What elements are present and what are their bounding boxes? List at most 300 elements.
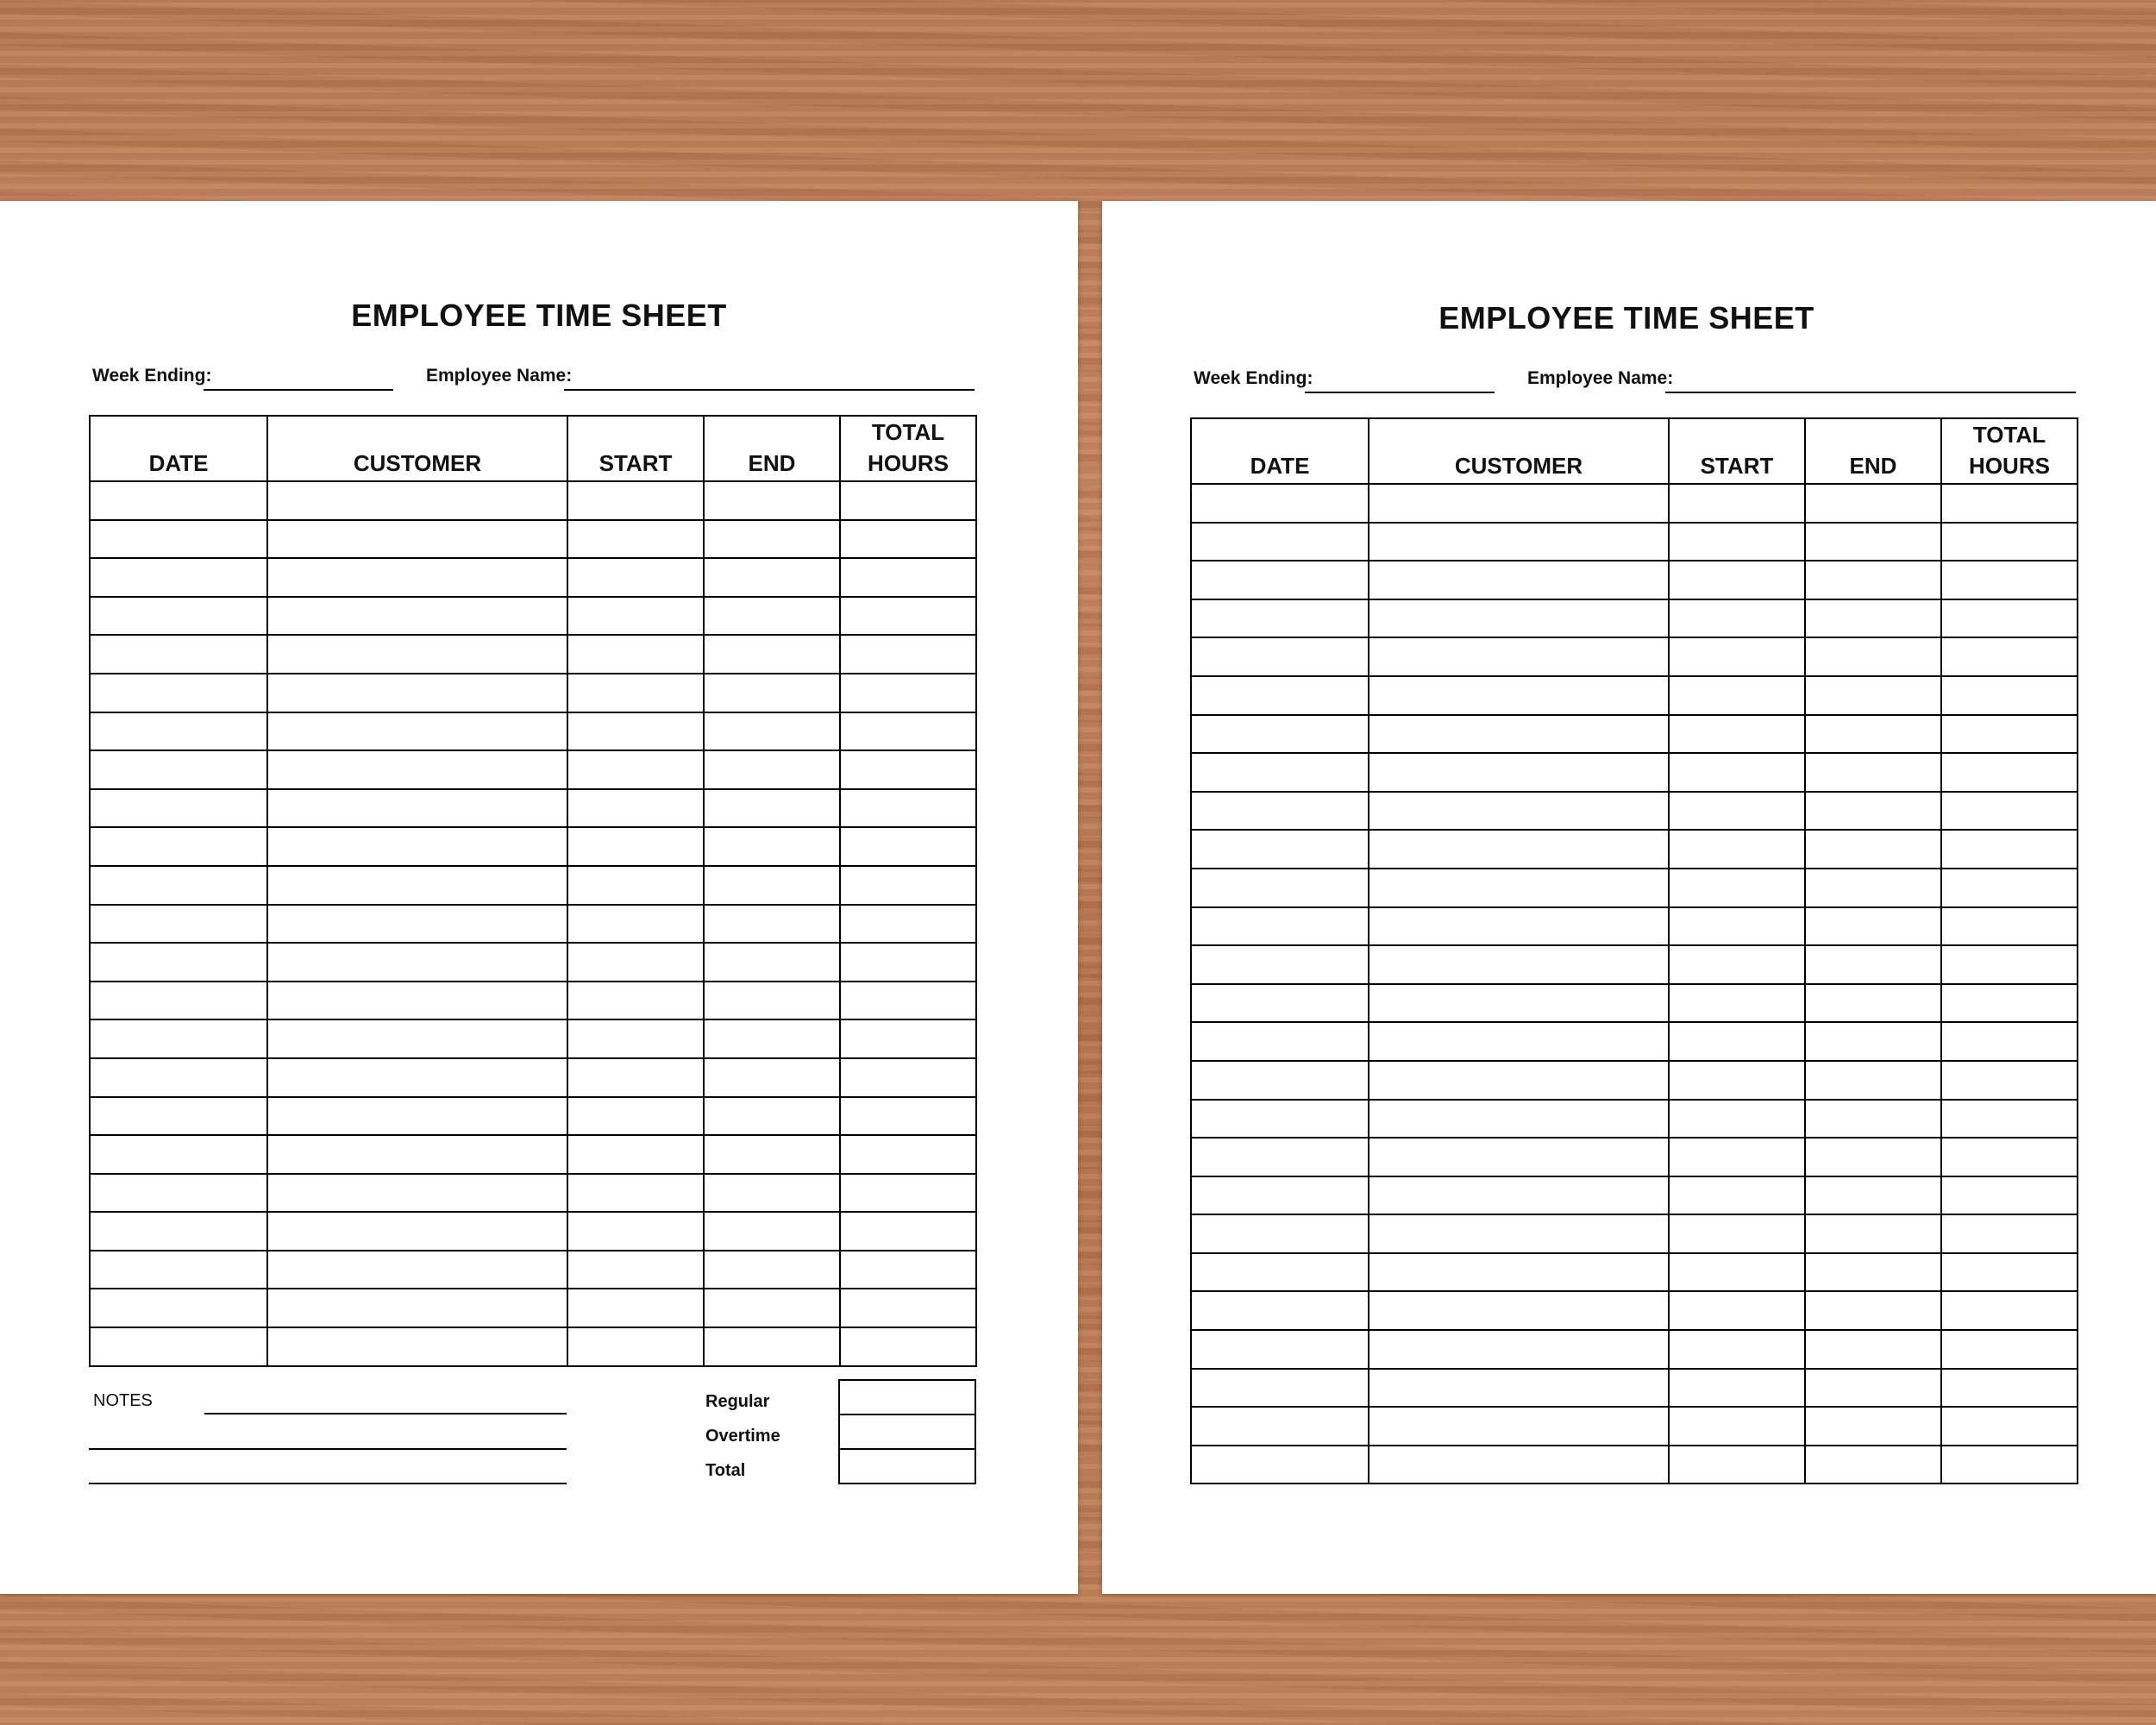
total-hours-cell[interactable]: [840, 1058, 976, 1097]
date-cell[interactable]: [1191, 945, 1369, 984]
total-hours-cell[interactable]: [1941, 907, 2078, 946]
date-cell[interactable]: [90, 1289, 267, 1327]
start-cell[interactable]: [567, 866, 704, 905]
customer-cell[interactable]: [267, 866, 567, 905]
week-ending-field[interactable]: [204, 389, 393, 391]
table-row: [1191, 830, 2078, 869]
total-hours-cell[interactable]: [840, 982, 976, 1020]
end-cell[interactable]: [704, 520, 840, 559]
start-cell[interactable]: [567, 1327, 704, 1366]
customer-cell[interactable]: [1369, 830, 1669, 869]
date-cell[interactable]: [1191, 984, 1369, 1023]
table-row: [90, 1327, 976, 1366]
employee-name-field[interactable]: [1665, 392, 2076, 393]
date-cell[interactable]: [90, 520, 267, 559]
date-cell[interactable]: [90, 789, 267, 828]
start-cell[interactable]: [1669, 1253, 1805, 1292]
date-cell[interactable]: [1191, 1446, 1369, 1484]
date-cell[interactable]: [1191, 1291, 1369, 1330]
overtime-hours-cell[interactable]: [839, 1414, 975, 1449]
end-cell[interactable]: [1805, 1407, 1941, 1446]
end-cell[interactable]: [704, 558, 840, 597]
end-cell[interactable]: [1805, 907, 1941, 946]
start-cell[interactable]: [567, 712, 704, 751]
start-cell[interactable]: [1669, 523, 1805, 561]
total-hours-cell[interactable]: [1941, 676, 2078, 715]
total-hours-cell[interactable]: [1941, 1369, 2078, 1408]
end-cell[interactable]: [704, 712, 840, 751]
date-cell[interactable]: [1191, 792, 1369, 831]
table-row: [1191, 523, 2078, 561]
start-cell[interactable]: [567, 1058, 704, 1097]
regular-hours-cell[interactable]: [839, 1380, 975, 1414]
start-cell[interactable]: [567, 943, 704, 982]
end-cell[interactable]: [704, 1135, 840, 1174]
column-header-start: START: [567, 416, 704, 481]
end-cell[interactable]: [704, 635, 840, 674]
end-cell[interactable]: [1805, 1330, 1941, 1369]
table-row: [90, 635, 976, 674]
start-cell[interactable]: [1669, 715, 1805, 754]
date-cell[interactable]: [1191, 1022, 1369, 1061]
start-cell[interactable]: [1669, 637, 1805, 676]
week-ending-field[interactable]: [1305, 392, 1495, 393]
date-cell[interactable]: [1191, 1330, 1369, 1369]
column-header-date: DATE: [1191, 418, 1369, 484]
date-cell[interactable]: [1191, 1369, 1369, 1408]
start-cell[interactable]: [1669, 945, 1805, 984]
table-row: [1191, 1330, 2078, 1369]
start-cell[interactable]: [1669, 984, 1805, 1023]
date-cell[interactable]: [90, 635, 267, 674]
end-cell[interactable]: [1805, 676, 1941, 715]
total-hours-cell[interactable]: [1941, 1022, 2078, 1061]
customer-cell[interactable]: [267, 905, 567, 944]
end-cell[interactable]: [1805, 1291, 1941, 1330]
customer-cell[interactable]: [267, 481, 567, 520]
customer-cell[interactable]: [267, 1058, 567, 1097]
customer-cell[interactable]: [267, 943, 567, 982]
total-hours-cell[interactable]: [1941, 1446, 2078, 1484]
table-row: [1191, 869, 2078, 907]
table-row: [90, 1097, 976, 1136]
total-hours-cell[interactable]: [1941, 1330, 2078, 1369]
total-hours-cell[interactable]: [840, 558, 976, 597]
customer-cell[interactable]: [1369, 1138, 1669, 1176]
table-row: [1191, 1138, 2078, 1176]
start-cell[interactable]: [1669, 792, 1805, 831]
total-hours-cell[interactable]: [1941, 561, 2078, 599]
end-cell[interactable]: [704, 1019, 840, 1058]
start-cell[interactable]: [567, 1212, 704, 1251]
end-cell[interactable]: [1805, 561, 1941, 599]
table-row: [1191, 676, 2078, 715]
total-hours-cell[interactable]: [840, 1212, 976, 1251]
table-row: [90, 982, 976, 1020]
customer-cell[interactable]: [1369, 1407, 1669, 1446]
table-row: [90, 712, 976, 751]
end-cell[interactable]: [704, 827, 840, 866]
customer-cell[interactable]: [1369, 1253, 1669, 1292]
table-row: [1191, 1369, 2078, 1408]
customer-cell[interactable]: [1369, 715, 1669, 754]
end-cell[interactable]: [704, 1289, 840, 1327]
start-cell[interactable]: [1669, 907, 1805, 946]
date-cell[interactable]: [90, 982, 267, 1020]
end-cell[interactable]: [1805, 945, 1941, 984]
date-cell[interactable]: [1191, 484, 1369, 523]
date-cell[interactable]: [1191, 599, 1369, 638]
end-cell[interactable]: [1805, 484, 1941, 523]
total-hours-cell[interactable]: [1941, 1138, 2078, 1176]
date-cell[interactable]: [1191, 637, 1369, 676]
customer-cell[interactable]: [1369, 484, 1669, 523]
date-cell[interactable]: [90, 597, 267, 636]
start-cell[interactable]: [567, 635, 704, 674]
total-hours-cell[interactable]: [840, 1251, 976, 1289]
date-cell[interactable]: [1191, 1138, 1369, 1176]
customer-cell[interactable]: [1369, 907, 1669, 946]
start-cell[interactable]: [1669, 1176, 1805, 1215]
total-hours-cell[interactable]: [1941, 484, 2078, 523]
date-cell[interactable]: [1191, 869, 1369, 907]
column-header-date: DATE: [90, 416, 267, 481]
start-cell[interactable]: [1669, 1138, 1805, 1176]
table-row: [1191, 792, 2078, 831]
end-cell[interactable]: [704, 1174, 840, 1213]
date-cell[interactable]: [1191, 676, 1369, 715]
date-cell[interactable]: [1191, 715, 1369, 754]
end-cell[interactable]: [1805, 523, 1941, 561]
start-cell[interactable]: [1669, 676, 1805, 715]
date-cell[interactable]: [1191, 1100, 1369, 1138]
date-cell[interactable]: [90, 1174, 267, 1213]
total-hours-cell[interactable]: [1941, 1176, 2078, 1215]
total-hours-cell[interactable]: [840, 635, 976, 674]
total-hours-cell[interactable]: [840, 1019, 976, 1058]
date-cell[interactable]: [90, 558, 267, 597]
total-hours-cell[interactable]: [840, 1097, 976, 1136]
start-cell[interactable]: [567, 558, 704, 597]
end-cell[interactable]: [1805, 792, 1941, 831]
total-hours-cell[interactable]: [1941, 792, 2078, 831]
date-cell[interactable]: [90, 1019, 267, 1058]
total-hours-cell[interactable]: [840, 712, 976, 751]
customer-cell[interactable]: [267, 520, 567, 559]
customer-cell[interactable]: [1369, 523, 1669, 561]
customer-cell[interactable]: [267, 789, 567, 828]
start-cell[interactable]: [1669, 1022, 1805, 1061]
start-cell[interactable]: [567, 1019, 704, 1058]
date-cell[interactable]: [90, 866, 267, 905]
end-cell[interactable]: [704, 750, 840, 789]
start-cell[interactable]: [1669, 1100, 1805, 1138]
end-cell[interactable]: [1805, 637, 1941, 676]
total-hours-cell[interactable]: [1941, 1253, 2078, 1292]
notes-line-3[interactable]: [89, 1483, 567, 1484]
end-cell[interactable]: [1805, 830, 1941, 869]
total-hours-cell[interactable]: [840, 520, 976, 559]
date-cell[interactable]: [90, 674, 267, 712]
customer-cell[interactable]: [1369, 1446, 1669, 1484]
start-cell[interactable]: [567, 481, 704, 520]
date-cell[interactable]: [90, 905, 267, 944]
overtime-label: Overtime: [705, 1427, 780, 1446]
table-header-row: [1191, 418, 2078, 484]
customer-cell[interactable]: [267, 712, 567, 751]
end-cell[interactable]: [704, 674, 840, 712]
date-cell[interactable]: [1191, 1407, 1369, 1446]
employee-name-label: Employee Name:: [426, 366, 573, 386]
customer-cell[interactable]: [267, 1097, 567, 1136]
date-cell[interactable]: [1191, 561, 1369, 599]
end-cell[interactable]: [1805, 599, 1941, 638]
start-cell[interactable]: [1669, 1291, 1805, 1330]
start-cell[interactable]: [567, 789, 704, 828]
start-cell[interactable]: [567, 905, 704, 944]
customer-cell[interactable]: [1369, 599, 1669, 638]
date-cell[interactable]: [1191, 907, 1369, 946]
customer-cell[interactable]: [1369, 637, 1669, 676]
end-cell[interactable]: [1805, 1138, 1941, 1176]
total-hours-cell[interactable]: [1941, 637, 2078, 676]
end-cell[interactable]: [1805, 1100, 1941, 1138]
total-hours-cell[interactable]: [839, 1449, 975, 1484]
customer-cell[interactable]: [1369, 1061, 1669, 1100]
table-row: [90, 1251, 976, 1289]
table-row: [1191, 484, 2078, 523]
total-hours-cell[interactable]: [840, 827, 976, 866]
total-hours-cell[interactable]: [1941, 830, 2078, 869]
start-cell[interactable]: [1669, 561, 1805, 599]
end-cell[interactable]: [1805, 1369, 1941, 1408]
customer-cell[interactable]: [1369, 1176, 1669, 1215]
customer-cell[interactable]: [1369, 1291, 1669, 1330]
regular-label: Regular: [705, 1392, 770, 1411]
date-cell[interactable]: [90, 750, 267, 789]
end-cell[interactable]: [704, 597, 840, 636]
end-cell[interactable]: [1805, 1253, 1941, 1292]
employee-name-field[interactable]: [564, 389, 975, 391]
total-hours-cell[interactable]: [1941, 1061, 2078, 1100]
employee-name-label: Employee Name:: [1527, 368, 1674, 388]
total-hours-cell[interactable]: [1941, 945, 2078, 984]
end-cell[interactable]: [704, 481, 840, 520]
customer-cell[interactable]: [1369, 676, 1669, 715]
table-row: [1191, 907, 2078, 946]
customer-cell[interactable]: [267, 1289, 567, 1327]
customer-cell[interactable]: [267, 1327, 567, 1366]
start-cell[interactable]: [1669, 1407, 1805, 1446]
timesheet-table: [1190, 417, 2078, 1484]
total-hours-cell[interactable]: [1941, 715, 2078, 754]
total-hours-cell[interactable]: [840, 1135, 976, 1174]
total-hours-cell[interactable]: [1941, 1291, 2078, 1330]
table-row: [90, 827, 976, 866]
customer-cell[interactable]: [1369, 869, 1669, 907]
customer-cell[interactable]: [1369, 1330, 1669, 1369]
customer-cell[interactable]: [267, 635, 567, 674]
end-cell[interactable]: [704, 866, 840, 905]
total-hours-cell[interactable]: [1941, 869, 2078, 907]
customer-cell[interactable]: [267, 827, 567, 866]
start-cell[interactable]: [1669, 484, 1805, 523]
customer-cell[interactable]: [1369, 984, 1669, 1023]
notes-line-2[interactable]: [89, 1448, 567, 1450]
date-cell[interactable]: [90, 1097, 267, 1136]
page-title: EMPLOYEE TIME SHEET: [1438, 300, 1814, 336]
start-cell[interactable]: [567, 597, 704, 636]
total-hours-cell[interactable]: [1941, 753, 2078, 792]
start-cell[interactable]: [1669, 1446, 1805, 1484]
table-body: [90, 481, 976, 1366]
start-cell[interactable]: [567, 674, 704, 712]
table-row: [1191, 637, 2078, 676]
total-hours-cell[interactable]: [1941, 599, 2078, 638]
end-cell[interactable]: [704, 943, 840, 982]
customer-cell[interactable]: [267, 1174, 567, 1213]
customer-cell[interactable]: [1369, 753, 1669, 792]
date-cell[interactable]: [90, 827, 267, 866]
start-cell[interactable]: [567, 1135, 704, 1174]
start-cell[interactable]: [567, 750, 704, 789]
customer-cell[interactable]: [1369, 1022, 1669, 1061]
date-cell[interactable]: [90, 1212, 267, 1251]
end-cell[interactable]: [704, 1097, 840, 1136]
start-cell[interactable]: [1669, 1369, 1805, 1408]
start-cell[interactable]: [567, 1174, 704, 1213]
date-cell[interactable]: [1191, 830, 1369, 869]
customer-cell[interactable]: [267, 597, 567, 636]
table-row: [1191, 561, 2078, 599]
customer-cell[interactable]: [267, 1135, 567, 1174]
customer-cell[interactable]: [267, 750, 567, 789]
start-cell[interactable]: [1669, 599, 1805, 638]
date-cell[interactable]: [1191, 753, 1369, 792]
start-cell[interactable]: [567, 1251, 704, 1289]
table-row: [1191, 984, 2078, 1023]
start-cell[interactable]: [1669, 1061, 1805, 1100]
end-cell[interactable]: [704, 789, 840, 828]
start-cell[interactable]: [567, 1097, 704, 1136]
customer-cell[interactable]: [1369, 1100, 1669, 1138]
table-row: [1191, 715, 2078, 754]
table-row: [1191, 1022, 2078, 1061]
table-row: [1191, 1407, 2078, 1446]
date-cell[interactable]: [90, 943, 267, 982]
total-hours-cell[interactable]: [840, 1174, 976, 1213]
start-cell[interactable]: [1669, 753, 1805, 792]
customer-cell[interactable]: [1369, 561, 1669, 599]
start-cell[interactable]: [567, 982, 704, 1020]
total-hours-cell[interactable]: [1941, 1407, 2078, 1446]
start-cell[interactable]: [1669, 830, 1805, 869]
date-cell[interactable]: [90, 1135, 267, 1174]
end-cell[interactable]: [1805, 1176, 1941, 1215]
date-cell[interactable]: [1191, 1176, 1369, 1215]
total-hours-cell[interactable]: [1941, 984, 2078, 1023]
date-cell[interactable]: [1191, 1253, 1369, 1292]
table-row: [1191, 1176, 2078, 1215]
customer-cell[interactable]: [267, 1212, 567, 1251]
start-cell[interactable]: [1669, 1214, 1805, 1253]
end-cell[interactable]: [1805, 1061, 1941, 1100]
end-cell[interactable]: [1805, 984, 1941, 1023]
date-cell[interactable]: [90, 712, 267, 751]
column-header-customer: CUSTOMER: [1369, 418, 1669, 484]
total-hours-cell[interactable]: [840, 1327, 976, 1366]
end-cell[interactable]: [1805, 715, 1941, 754]
start-cell[interactable]: [1669, 869, 1805, 907]
customer-cell[interactable]: [1369, 1369, 1669, 1408]
end-cell[interactable]: [704, 905, 840, 944]
table-row: [90, 750, 976, 789]
total-label: Total: [705, 1461, 746, 1480]
total-hours-cell[interactable]: [840, 674, 976, 712]
table-row: [90, 1135, 976, 1174]
customer-cell[interactable]: [1369, 792, 1669, 831]
total-hours-cell[interactable]: [840, 905, 976, 944]
total-hours-cell[interactable]: [840, 597, 976, 636]
end-cell[interactable]: [1805, 869, 1941, 907]
end-cell[interactable]: [1805, 1214, 1941, 1253]
table-row: [90, 866, 976, 905]
date-cell[interactable]: [1191, 523, 1369, 561]
start-cell[interactable]: [567, 520, 704, 559]
start-cell[interactable]: [567, 827, 704, 866]
total-hours-cell[interactable]: [840, 866, 976, 905]
total-hours-cell[interactable]: [840, 943, 976, 982]
customer-cell[interactable]: [267, 982, 567, 1020]
table-row: [1191, 1061, 2078, 1100]
customer-cell[interactable]: [267, 1251, 567, 1289]
date-cell[interactable]: [90, 1327, 267, 1366]
date-cell[interactable]: [1191, 1061, 1369, 1100]
total-hours-cell[interactable]: [1941, 523, 2078, 561]
date-cell[interactable]: [90, 481, 267, 520]
total-hours-cell[interactable]: [1941, 1214, 2078, 1253]
end-cell[interactable]: [1805, 753, 1941, 792]
end-cell[interactable]: [704, 1058, 840, 1097]
end-cell[interactable]: [704, 1251, 840, 1289]
customer-cell[interactable]: [267, 558, 567, 597]
customer-cell[interactable]: [1369, 1214, 1669, 1253]
date-cell[interactable]: [90, 1058, 267, 1097]
table-row: [1191, 1291, 2078, 1330]
total-hours-cell[interactable]: [840, 481, 976, 520]
end-cell[interactable]: [704, 1212, 840, 1251]
column-header-end: END: [704, 416, 840, 481]
notes-line-1[interactable]: [204, 1413, 567, 1414]
date-cell[interactable]: [1191, 1214, 1369, 1253]
start-cell[interactable]: [1669, 1330, 1805, 1369]
customer-cell[interactable]: [267, 674, 567, 712]
total-hours-cell[interactable]: [1941, 1100, 2078, 1138]
end-cell[interactable]: [1805, 1446, 1941, 1484]
end-cell[interactable]: [1805, 1022, 1941, 1061]
customer-cell[interactable]: [267, 1019, 567, 1058]
end-cell[interactable]: [704, 982, 840, 1020]
customer-cell[interactable]: [1369, 945, 1669, 984]
date-cell[interactable]: [90, 1251, 267, 1289]
total-hours-cell[interactable]: [840, 1289, 976, 1327]
total-hours-cell[interactable]: [840, 750, 976, 789]
start-cell[interactable]: [567, 1289, 704, 1327]
end-cell[interactable]: [704, 1327, 840, 1366]
summary-table: [838, 1379, 976, 1484]
column-header-total-hours: [1941, 418, 2078, 484]
total-hours-cell[interactable]: [840, 789, 976, 828]
